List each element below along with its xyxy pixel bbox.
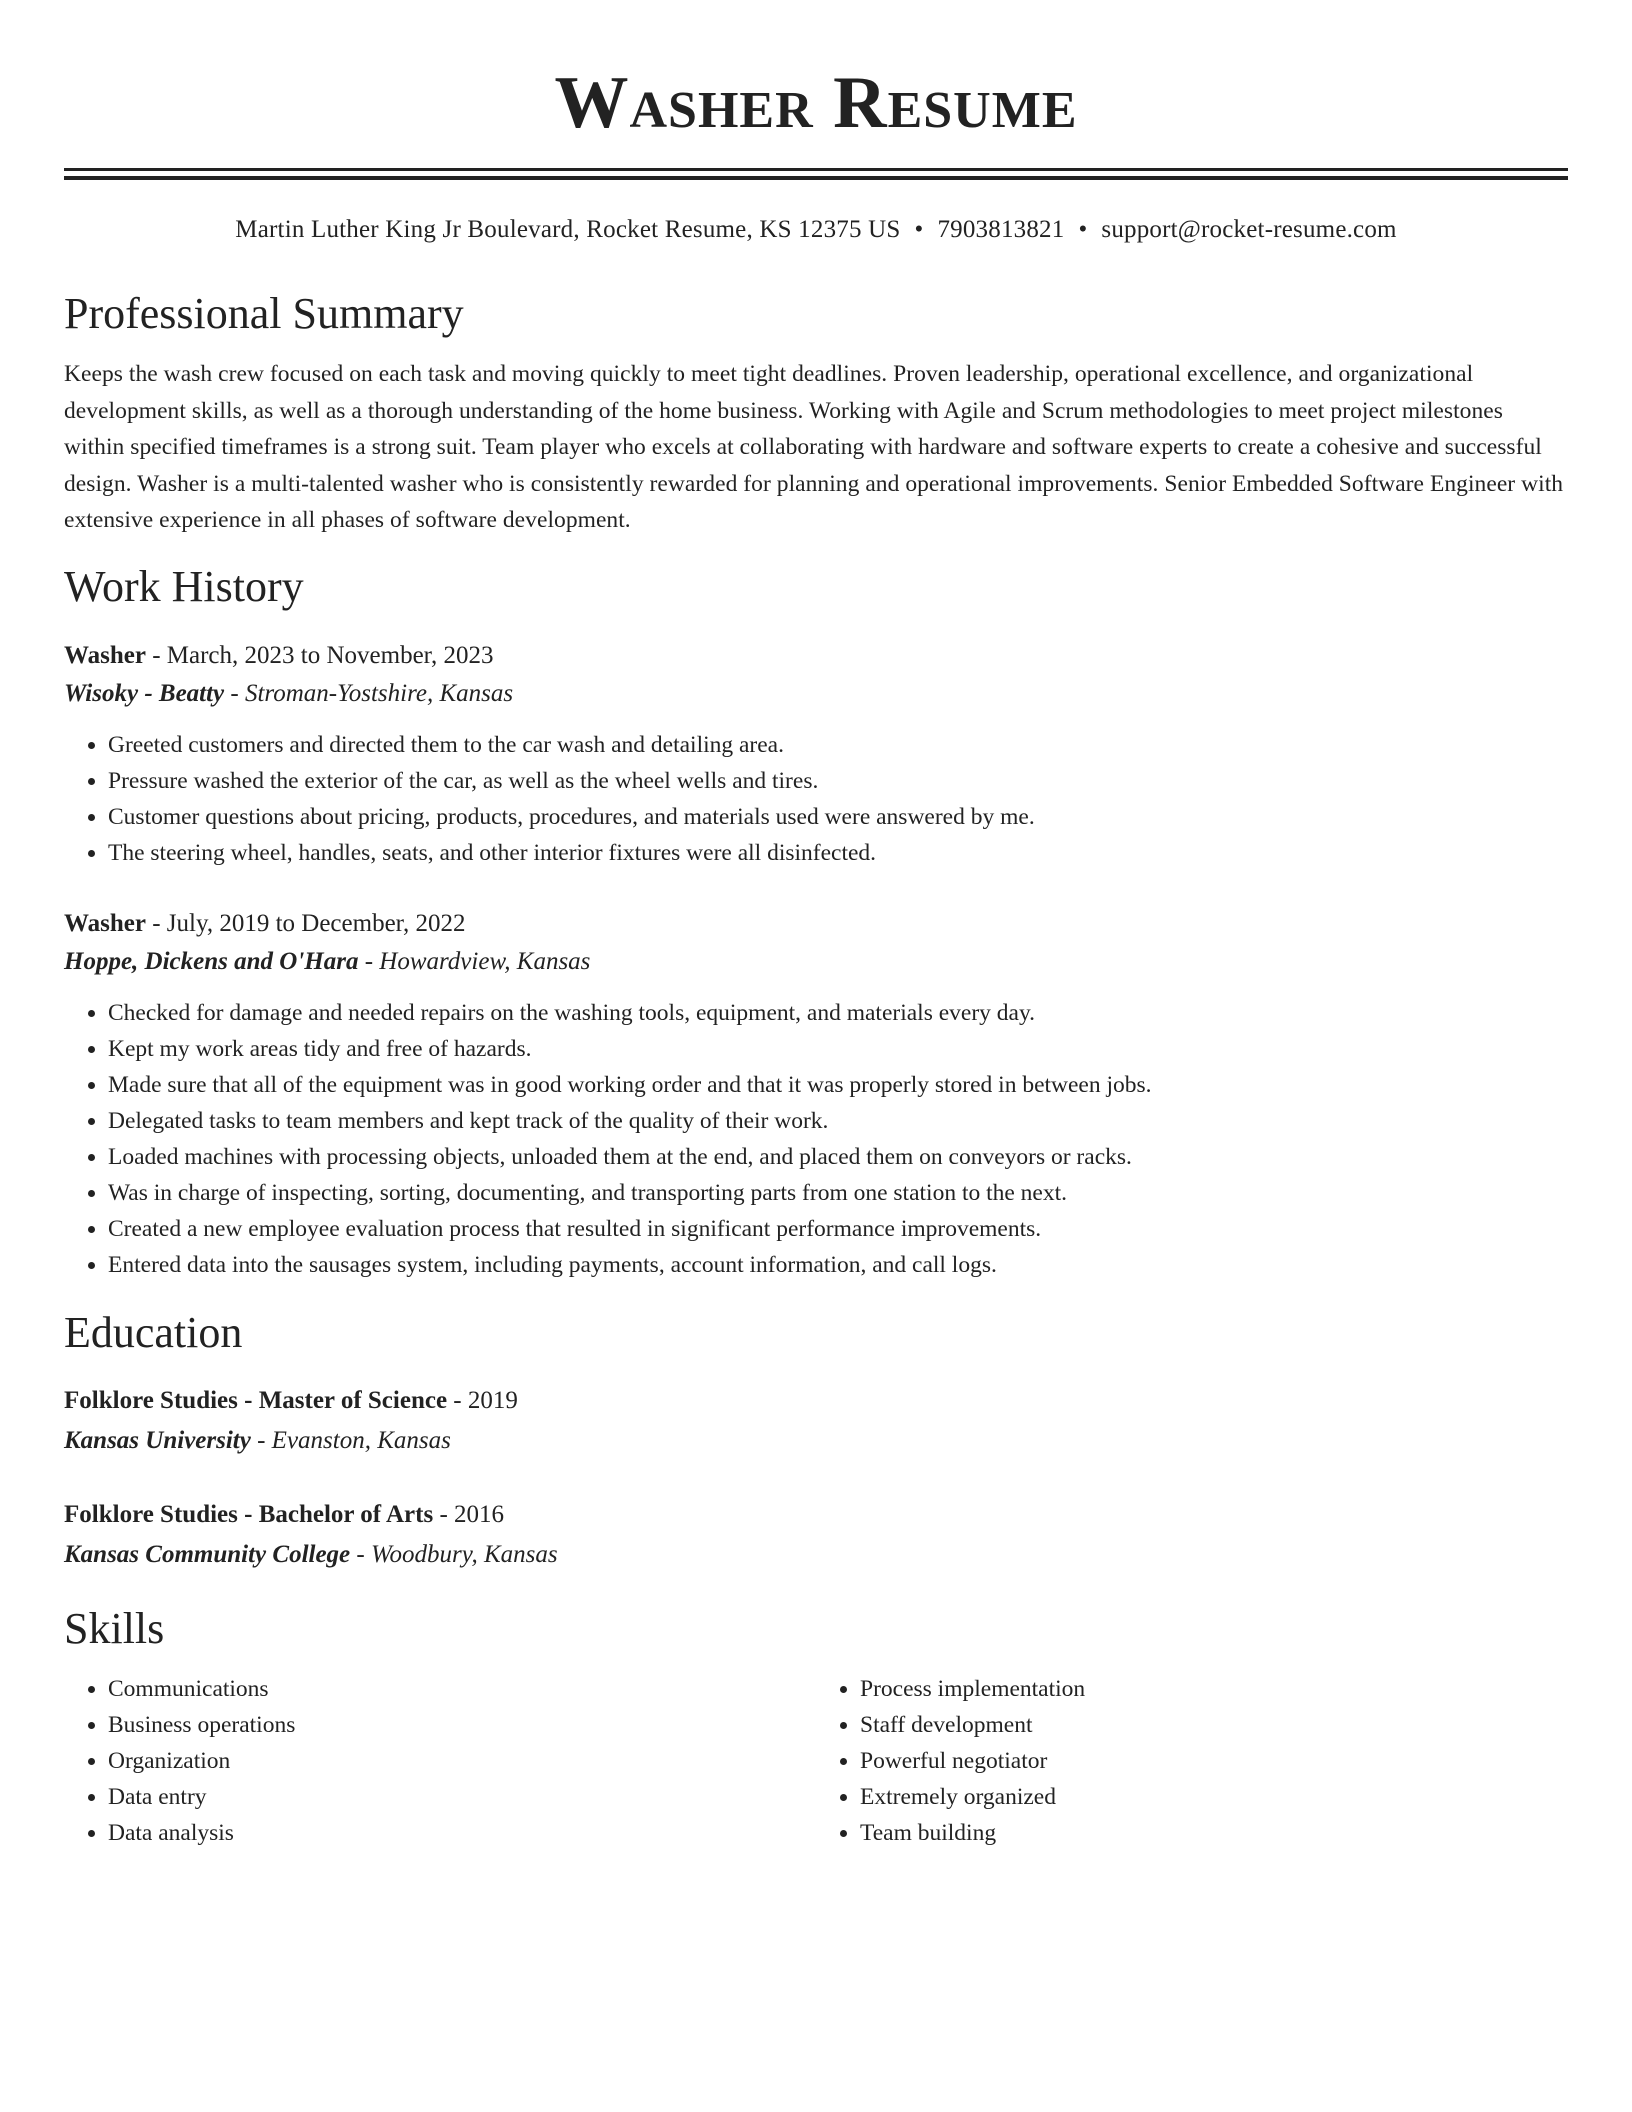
skills-column-left [64, 1671, 816, 1851]
degree: Folklore Studies - Bachelor of Arts [64, 1500, 434, 1528]
job-dates: - July, 2019 to December, 2022 [145, 909, 466, 937]
job-duty: • Made sure that all of the equipment was in good working order and that it was properly stored in between jobs. [108, 1067, 1568, 1103]
job-entry [64, 637, 1568, 871]
degree: Folklore Studies - Master of Science [64, 1386, 448, 1414]
job-title: Washer [64, 909, 146, 937]
job-duties [64, 995, 1568, 1283]
skill-item: • Powerful negotiator [860, 1743, 1568, 1779]
job-dates: - March, 2023 to November, 2023 [145, 641, 494, 669]
contact-separator: • [1078, 216, 1088, 243]
school-line [64, 1421, 1568, 1461]
resume-title: Washer Resume [554, 62, 1078, 144]
job-duty: • Delegated tasks to team members and kept track of the quality of their work. [108, 1103, 1568, 1139]
job-duty: • Greeted customers and directed them to the car wash and detailing area. [108, 727, 1568, 763]
work-history-heading: Work History [64, 561, 304, 611]
skill-item: • Data analysis [108, 1815, 816, 1851]
job-entry [64, 905, 1568, 1283]
contact-line [64, 214, 1568, 246]
contact-phone: 7903813821 [937, 216, 1065, 243]
degree-line [64, 1381, 1568, 1421]
job-title-line [64, 905, 1568, 943]
school-location: - Evanston, Kansas [250, 1426, 451, 1454]
job-duties [64, 727, 1568, 871]
skill-item: • Team building [860, 1815, 1568, 1851]
skills-column-right [816, 1671, 1568, 1851]
skill-item: • Extremely organized [860, 1779, 1568, 1815]
job-location: - Howardview, Kansas [358, 947, 591, 975]
contact-email: support@rocket-resume.com [1101, 216, 1397, 243]
job-duty: • Kept my work areas tidy and free of hazards. [108, 1031, 1568, 1067]
job-duty: • Pressure washed the exterior of the car, as well as the wheel wells and tires. [108, 763, 1568, 799]
degree-line [64, 1495, 1568, 1535]
contact-separator: • [914, 216, 924, 243]
education-entry [64, 1381, 1568, 1461]
school-location: - Woodbury, Kansas [350, 1540, 558, 1568]
job-duty: • Loaded machines with processing objects, unloaded them at the end, and placed them on conveyors or racks. [108, 1139, 1568, 1175]
job-company-line [64, 675, 1568, 713]
degree-year: - 2016 [433, 1500, 505, 1528]
summary-text: Keeps the wash crew focused on each task and moving quickly to meet tight deadlines. Proven leadership, operational excellence, and organizational development skills, as well as a thorough understanding of the home business. Working with Agile and Scrum methodologies to meet project milestones within specified timeframes is a strong suit. Team player who excels at collaborating with hardware and software experts to create a cohesive and successful design. Washer is a multi-talented washer who is consistently rewarded for planning and operational improvements. Senior Embedded Software Engineer with extensive experience in all phases of software development. [64, 361, 1564, 533]
job-company: Hoppe, Dickens and O'Hara [64, 947, 359, 975]
school-line [64, 1535, 1568, 1575]
summary-heading: Professional Summary [64, 289, 464, 338]
job-company-line [64, 943, 1568, 981]
education-entry [64, 1495, 1568, 1575]
skill-item: • Process implementation [860, 1671, 1568, 1707]
job-duty: • Checked for damage and needed repairs on the washing tools, equipment, and materials every day. [108, 995, 1568, 1031]
skill-item: • Communications [108, 1671, 816, 1707]
job-title: Washer [64, 641, 146, 669]
job-duty: • The steering wheel, handles, seats, and other interior fixtures were all disinfected. [108, 835, 1568, 871]
school: Kansas Community College [64, 1540, 351, 1568]
job-duty: • Customer questions about pricing, products, procedures, and materials used were answered by me. [108, 799, 1568, 835]
job-title-line [64, 637, 1568, 675]
skills-list [64, 1671, 1568, 1851]
skill-item: • Data entry [108, 1779, 816, 1815]
contact-address: Martin Luther King Jr Boulevard, Rocket Resume, KS 12375 US [235, 216, 901, 243]
job-duty: • Entered data into the sausages system, including payments, account information, and call logs. [108, 1247, 1568, 1283]
school: Kansas University [64, 1426, 251, 1454]
skill-item: • Staff development [860, 1707, 1568, 1743]
skills-heading: Skills [64, 1603, 165, 1653]
job-location: - Stroman-Yostshire, Kansas [224, 679, 514, 707]
job-duty: • Was in charge of inspecting, sorting, documenting, and transporting parts from one station to the next. [108, 1175, 1568, 1211]
degree-year: - 2019 [447, 1386, 518, 1414]
job-duty: • Created a new employee evaluation process that resulted in significant performance improvements. [108, 1211, 1568, 1247]
skill-item: • Business operations [108, 1707, 816, 1743]
skill-item: • Organization [108, 1743, 816, 1779]
title-divider [64, 168, 1568, 180]
education-heading: Education [64, 1307, 243, 1357]
job-company: Wisoky - Beatty [64, 679, 225, 707]
